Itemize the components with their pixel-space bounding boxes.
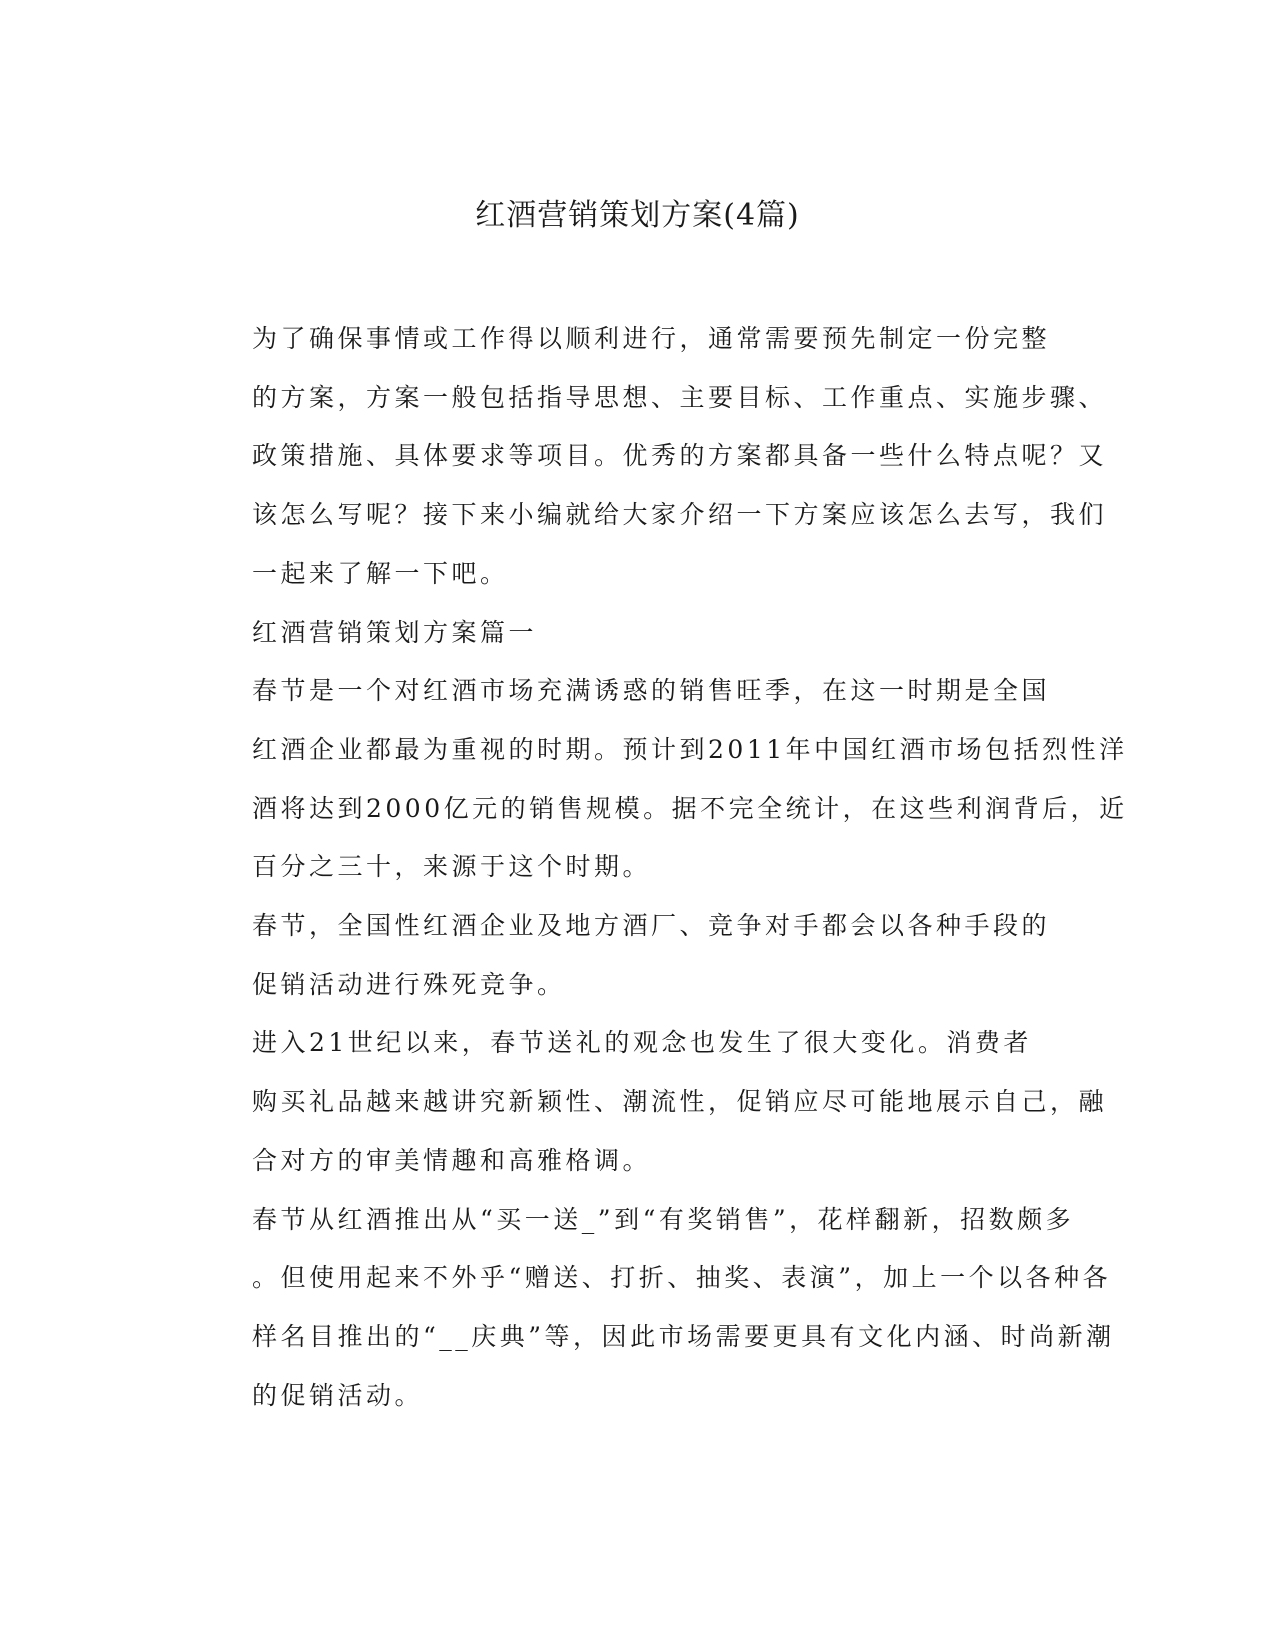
document-title: 红酒营销策划方案(4篇) <box>475 198 800 233</box>
text-line: 样名目推出的“__庆典”等，因此市场需要更具有文化内涵、时尚新潮 <box>252 1321 1115 1351</box>
text-line: 红酒企业都最为重视的时期。预计到2011年中国红酒市场包括烈性洋 <box>252 734 1128 764</box>
text-line: 春节，全国性红酒企业及地方酒厂、竞争对手都会以各种手段的 <box>252 911 1051 941</box>
text-line: 的方案，方案一般包括指导思想、主要目标、工作重点、实施步骤、 <box>252 382 1108 412</box>
section-heading-text: 红酒营销策划方案篇一 <box>252 617 538 647</box>
text-line: 合对方的审美情趣和高雅格调。 <box>252 1145 652 1175</box>
section-heading <box>180 604 1040 663</box>
text-line: 进入21世纪以来，春节送礼的观念也发生了很大变化。消费者 <box>252 1028 1032 1058</box>
text-line: 一起来了解一下吧。 <box>252 558 509 588</box>
paragraph-market <box>180 662 1128 897</box>
text-line: 购买礼品越来越讲究新颖性、潮流性，促销应尽可能地展示自己，融 <box>252 1087 1108 1117</box>
paragraph-gifting <box>180 1014 1108 1190</box>
text-line: 春节是一个对红酒市场充满诱惑的销售旺季，在这一时期是全国 <box>252 676 1051 706</box>
paragraph-competition <box>180 897 1051 1014</box>
text-line: 春节从红酒推出从“买一送_”到“有奖销售”，花样翻新，招数颇多 <box>252 1204 1075 1234</box>
text-line: 为了确保事情或工作得以顺利进行，通常需要预先制定一份完整 <box>252 324 1051 353</box>
text-line: 促销活动进行殊死竞争。 <box>252 969 566 999</box>
paragraph-promotions <box>180 1191 1115 1426</box>
text-line: 。但使用起来不外乎“赠送、打折、抽奖、表演”，加上一个以各种各 <box>252 1263 1112 1293</box>
text-line: 百分之三十，来源于这个时期。 <box>252 852 652 882</box>
text-line: 的促销活动。 <box>252 1380 424 1410</box>
text-line: 政策措施、具体要求等项目。优秀的方案都具备一些什么特点呢？又 <box>252 441 1108 471</box>
paragraph-intro <box>180 310 1108 604</box>
text-line: 酒将达到2000亿元的销售规模。据不完全统计，在这些利润背后，近 <box>252 793 1128 823</box>
document-body <box>180 310 1128 1425</box>
text-line: 该怎么写呢？接下来小编就给大家介绍一下方案应该怎么去写，我们 <box>252 500 1108 530</box>
